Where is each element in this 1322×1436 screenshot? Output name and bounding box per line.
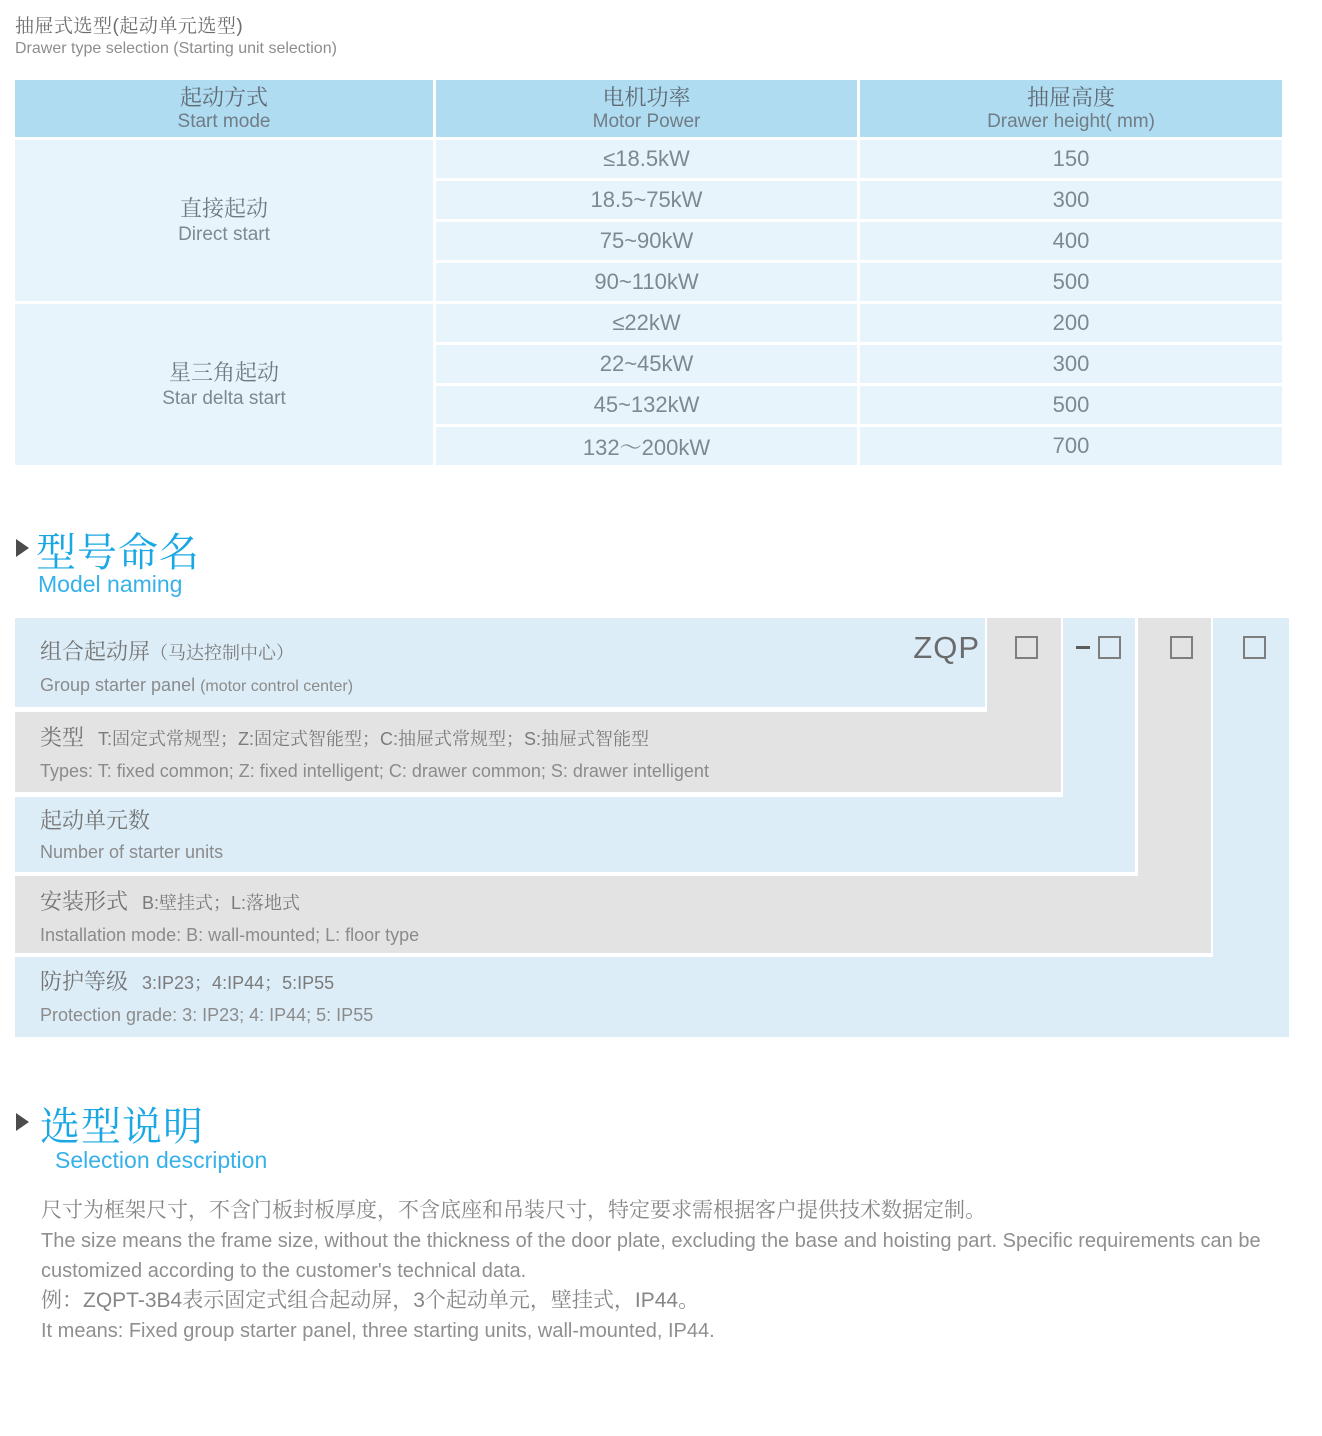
model-code-prefix: ZQP: [913, 630, 980, 665]
table-cell-power: 75~90kW: [436, 222, 857, 260]
code-placeholder-box-1: [1015, 636, 1038, 659]
code-placeholder-box-3: [1170, 636, 1193, 659]
triangle-marker-icon: [16, 539, 29, 557]
code-dash: [1076, 646, 1090, 649]
naming-note-cn: T:固定式常规型；Z:固定式智能型；C:抽屉式常规型；S:抽屉式智能型: [98, 729, 650, 749]
naming-note-en: (motor control center): [200, 678, 354, 695]
naming-label-en: Number of starter units: [40, 842, 224, 862]
table-cell-power: ≤22kW: [436, 304, 857, 342]
naming-label-cn: 起动单元数: [40, 808, 151, 833]
mode-label-cn: 星三角起动: [168, 360, 279, 385]
mode-cell-direct-start: [15, 140, 433, 301]
naming-column-4: [1213, 618, 1289, 1037]
naming-label-en: Group starter panel: [40, 675, 196, 695]
table-cell-power: 132～200kW: [436, 427, 857, 465]
table-cell-power: 90~110kW: [436, 263, 857, 301]
column-header-cn: 抽屉高度: [1026, 85, 1115, 110]
column-header-drawer-height: [860, 80, 1282, 137]
table-cell-power: 45~132kW: [436, 386, 857, 424]
table-cell-height: 300: [860, 181, 1282, 219]
description-line-cn: 尺寸为框架尺寸，不含门板封板厚度，不含底座和吊装尺寸，特定要求需根据客户提供技术数据定制。: [41, 1199, 986, 1222]
column-header-cn: 起动方式: [179, 85, 268, 110]
document-title-en: Drawer type selection (Starting unit selection): [15, 40, 337, 57]
naming-row-installation-text: [40, 888, 419, 947]
mode-cell-star-delta-start: [15, 304, 433, 465]
selection-description-text: [41, 1196, 1293, 1346]
naming-label-cn: 防护等级: [40, 969, 129, 994]
naming-row-type-text: [40, 724, 709, 783]
table-cell-height: 150: [860, 140, 1282, 178]
section-title-selection-description: 选型说明: [40, 1105, 204, 1149]
table-cell-height: 200: [860, 304, 1282, 342]
naming-row-unit-count-text: [40, 807, 223, 864]
code-placeholder-box-4: [1243, 636, 1266, 659]
mode-label-en: Star delta start: [162, 388, 286, 409]
description-line-en: The size means the frame size, without the thickness of the door plate, excluding the base and hoisting part. Specific requirements can be customized according to the customer's technical data.: [41, 1230, 1261, 1282]
naming-label-cn: 类型: [40, 725, 85, 750]
document-title-cn: 抽屉式选型(起动单元选型): [15, 16, 244, 37]
naming-label-cn: 安装形式: [40, 889, 129, 914]
table-cell-height: 400: [860, 222, 1282, 260]
column-header-motor-power: [436, 80, 857, 137]
model-naming-diagram: [15, 618, 1289, 1037]
naming-row-protection-text: [40, 968, 373, 1027]
drawer-selection-table: [12, 77, 1285, 468]
table-header-row: [15, 80, 1282, 137]
table-cell-height: 500: [860, 386, 1282, 424]
column-header-en: Start mode: [177, 111, 271, 132]
column-header-en: Drawer height( mm): [987, 111, 1155, 132]
table-row: [15, 140, 1282, 178]
description-line-en: It means: Fixed group starter panel, three starting units, wall-mounted, IP44.: [41, 1320, 715, 1342]
column-header-cn: 电机功率: [602, 85, 691, 110]
naming-note-cn: 3:IP23；4:IP44；5:IP55: [142, 973, 335, 993]
naming-label-en: Protection grade: 3: IP23; 4: IP44; 5: IP55: [40, 1005, 374, 1025]
table-cell-power: 18.5~75kW: [436, 181, 857, 219]
column-header-en: Motor Power: [592, 111, 701, 132]
mode-label-en: Direct start: [178, 224, 270, 245]
code-placeholder-box-2: [1098, 636, 1121, 659]
section-subtitle-model-naming: Model naming: [38, 571, 183, 597]
mode-label-cn: 直接起动: [179, 196, 268, 221]
naming-label-cn: 组合起动屏: [40, 639, 151, 664]
naming-note-cn: （马达控制中心）: [150, 643, 295, 663]
naming-label-en: Installation mode: B: wall-mounted; L: floor type: [40, 925, 420, 945]
table-cell-height: 500: [860, 263, 1282, 301]
table-cell-height: 700: [860, 427, 1282, 465]
description-line-cn: 例：ZQPT-3B4表示固定式组合起动屏，3个起动单元，壁挂式，IP44。: [41, 1289, 700, 1312]
section-title-model-naming: 型号命名: [36, 531, 200, 575]
column-header-start-mode: [15, 80, 433, 137]
table-cell-power: 22~45kW: [436, 345, 857, 383]
table-cell-height: 300: [860, 345, 1282, 383]
naming-label-en: Types: T: fixed common; Z: fixed intelligent; C: drawer common; S: drawer intelligent: [40, 761, 709, 781]
naming-row-group-starter-text: [40, 638, 353, 699]
section-subtitle-selection-description: Selection description: [55, 1147, 268, 1173]
table-cell-power: ≤18.5kW: [436, 140, 857, 178]
triangle-marker-icon: [16, 1113, 29, 1131]
naming-column-3: [1138, 618, 1211, 953]
naming-note-cn: B:壁挂式；L:落地式: [142, 893, 301, 913]
table-row: [15, 304, 1282, 342]
